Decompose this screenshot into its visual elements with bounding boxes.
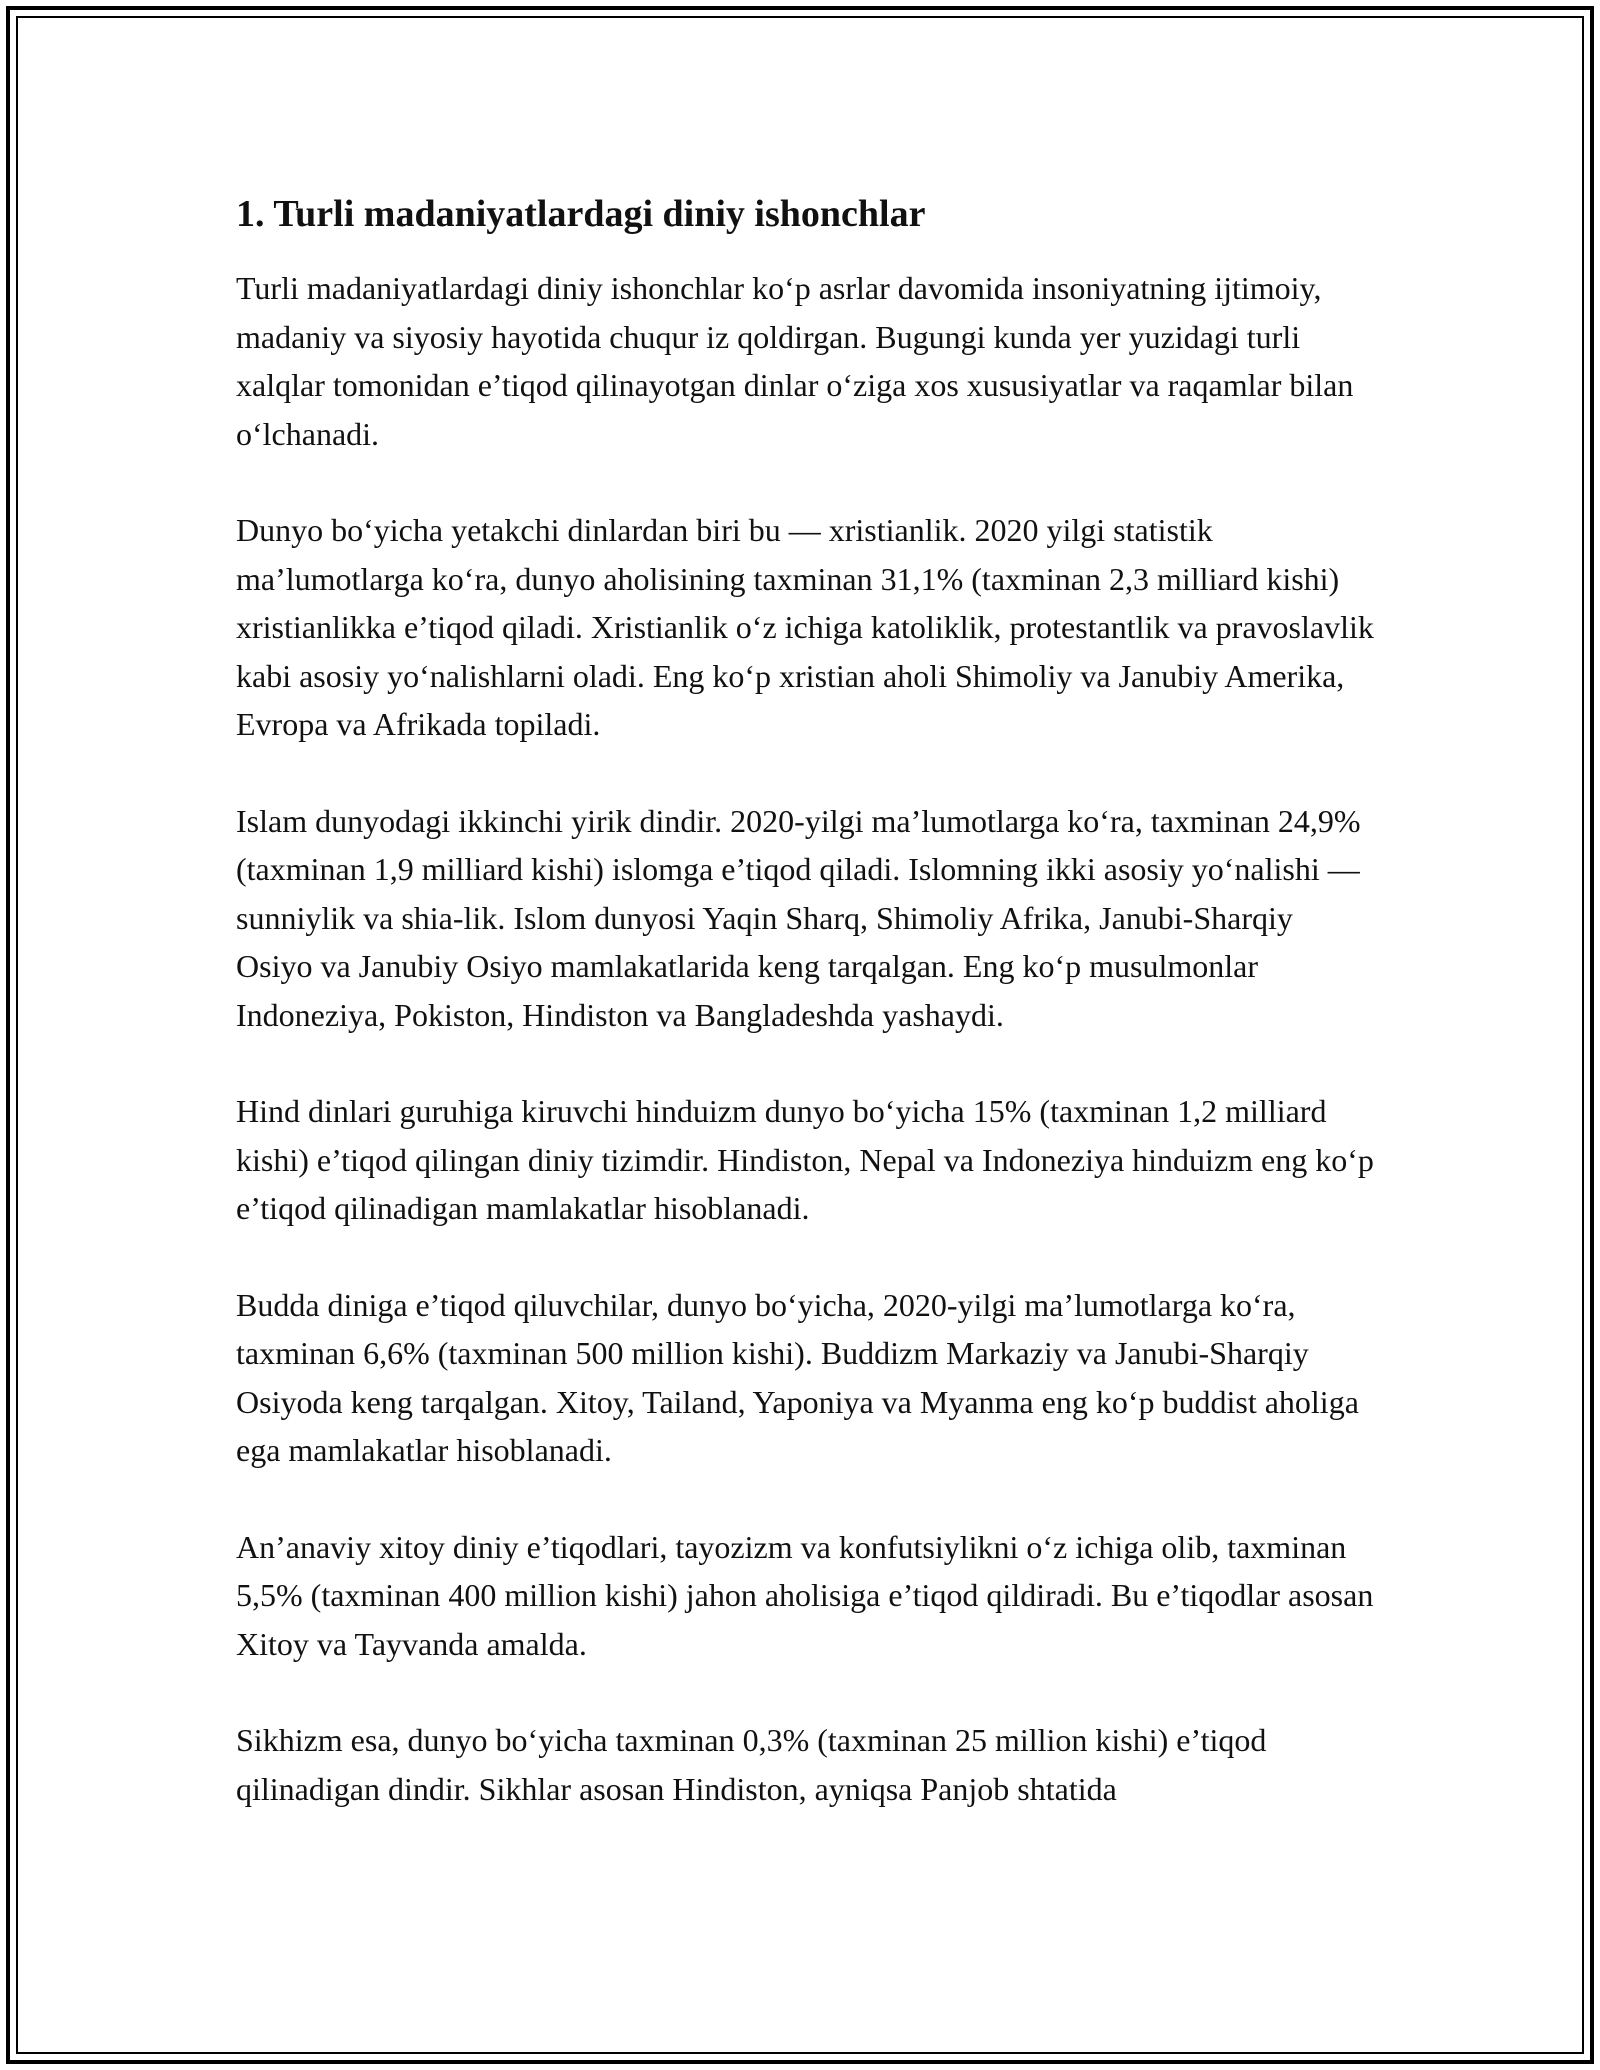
paragraph-sikhism: Sikhizm esa, dunyo bo‘yicha taxminan 0,3% (taxminan 25 million kishi) e’tiqod qilinadigan dindir. Sikhlar asosan Hindiston, ayniqsa Panjob shtatida (236, 1722, 1267, 1807)
paragraph-intro: Turli madaniyatlardagi diniy ishonchlar ko‘p asrlar davomida insoniyatning ijtimoiy, madaniy va siyosiy hayotida chuqur iz qoldirgan. Bugungi kunda yer yuzidagi turli xalqlar tomonidan e’tiqod qilinayotgan dinlar o‘ziga xos xususiyatlar va raqamlar bilan o‘lchanadi. (236, 270, 1354, 452)
section-heading: 1. Turli madaniyatlardagi diniy ishonchlar (236, 193, 926, 235)
document-body (236, 186, 1376, 1861)
paragraph-islam: Islam dunyodagi ikkinchi yirik dindir. 2020-yilgi ma’lumotlarga ko‘ra, taxminan 24,9% (taxminan 1,9 milliard kishi) islomga e’tiqod qiladi. Islomning ikki asosiy yo‘nalishi — sunniylik va shia-lik. Islom dunyosi Yaqin Sharq, Shimoliy Afrika, Janubi-Sharqiy Osiyo va Janubiy Osiyo mamlakatlarida keng tarqalgan. Eng ko‘p musulmonlar Indoneziya, Pokiston, Hindiston va Bangladeshda yashaydi. (236, 802, 1361, 1033)
paragraph-chinese-traditional: An’anaviy xitoy diniy e’tiqodlari, tayozizm va konfutsiylikni o‘z ichiga olib, taxminan 5,5% (taxminan 400 million kishi) jahon aholisiga e’tiqod qildiradi. Bu e’tiqodlar asosan Xitoy va Tayvanda amalda. (236, 1528, 1374, 1662)
paragraph-christianity: Dunyo bo‘yicha yetakchi dinlardan biri bu — xristianlik. 2020 yilgi statistik ma’lumotlarga ko‘ra, dunyo aholisining taxminan 31,1% (taxminan 2,3 milliard kishi) xristianlikka e’tiqod qiladi. Xristianlik o‘z ichiga katoliklik, protestantlik va pravoslavlik kabi asosiy yo‘nalishlarni oladi. Eng ko‘p xristian aholi Shimoliy va Janubiy Amerika, Evropa va Afrikada topiladi. (236, 512, 1374, 742)
paragraph-hinduism: Hind dinlari guruhiga kiruvchi hinduizm dunyo bo‘yicha 15% (taxminan 1,2 milliard kishi) e’tiqod qilingan diniy tizimdir. Hindiston, Nepal va Indoneziya hinduizm eng ko‘p e’tiqod qilinadigan mamlakatlar hisoblanadi. (236, 1093, 1374, 1226)
paragraph-buddhism: Budda diniga e’tiqod qiluvchilar, dunyo bo‘yicha, 2020-yilgi ma’lumotlarga ko‘ra, taxminan 6,6% (taxminan 500 million kishi). Buddizm Markaziy va Janubi-Sharqiy Osiyoda keng tarqalgan. Xitoy, Tailand, Yaponiya va Myanma eng ko‘p buddist aholiga ega mamlakatlar hisoblanadi. (236, 1286, 1359, 1468)
